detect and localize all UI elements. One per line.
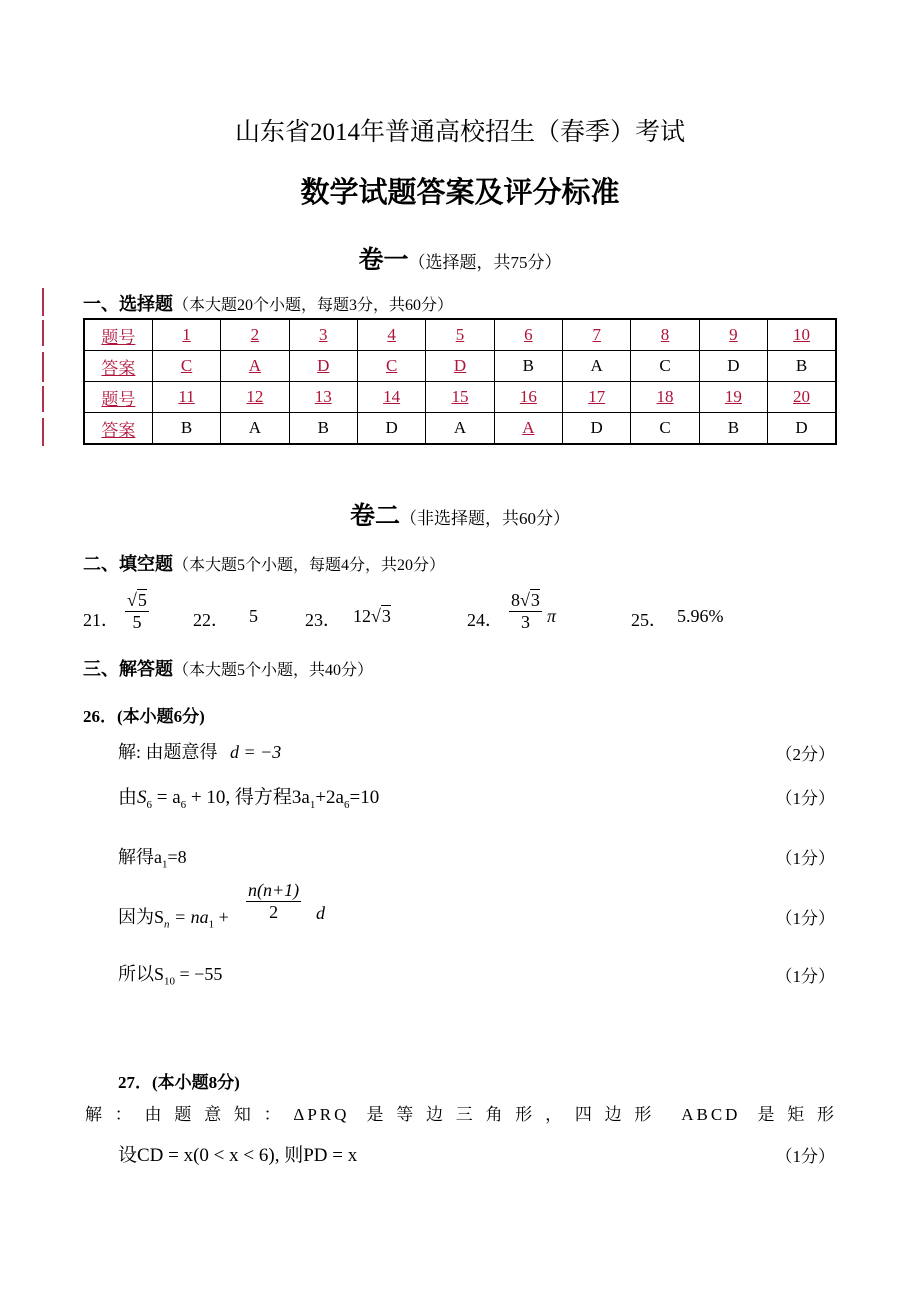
- section-three-name: 三、解答题: [83, 659, 173, 680]
- table-cell: D: [563, 413, 631, 445]
- revision-mark: [42, 386, 44, 412]
- table-cell: D: [357, 413, 425, 445]
- q26-heading: 26．(本小题6分): [83, 707, 205, 726]
- table-cell[interactable]: 9: [699, 319, 767, 351]
- table-cell[interactable]: 14: [357, 382, 425, 413]
- q26-l4-score: （1分）: [775, 909, 835, 928]
- q26-l2-mid: = a: [152, 787, 181, 808]
- q26-l3-tail: =8: [167, 847, 187, 867]
- row-head[interactable]: 题号: [84, 319, 152, 351]
- q26-l2-tail: + 10, 得方程3a: [186, 787, 310, 808]
- table-cell: B: [152, 413, 220, 445]
- table-cell: B: [289, 413, 357, 445]
- table-cell: A: [563, 351, 631, 382]
- q26-l4-den: 2: [269, 902, 279, 922]
- q26-l5-score: （1分）: [775, 967, 835, 986]
- q26-l2-tail3: =10: [349, 787, 380, 808]
- table-cell[interactable]: 4: [357, 319, 425, 351]
- q26-l2-score: （1分）: [775, 789, 835, 808]
- q26-l4-left: [118, 903, 229, 931]
- q26-l4-text: 因为S: [118, 907, 165, 927]
- table-cell[interactable]: 2: [221, 319, 289, 351]
- revision-mark: [42, 288, 44, 316]
- q25-answer: 5.96%: [677, 606, 724, 626]
- q22-label: 22．: [193, 610, 229, 630]
- q25-label: 25．: [631, 610, 667, 630]
- q26-l2-s: S: [137, 787, 147, 808]
- q26-l5-sub: 10: [164, 975, 176, 988]
- part-two-name: 卷二: [349, 501, 400, 530]
- revision-mark: [42, 418, 44, 446]
- table-cell: B: [699, 413, 767, 445]
- q27-l2-score: （1分）: [775, 1147, 835, 1166]
- table-cell: B: [494, 351, 562, 382]
- table-cell: D: [699, 351, 767, 382]
- q26-l2-sub3: 1: [309, 798, 316, 811]
- section-two-heading: [83, 550, 445, 576]
- table-cell[interactable]: 12: [221, 382, 289, 413]
- table-cell[interactable]: 18: [631, 382, 699, 413]
- table-cell: A: [221, 413, 289, 445]
- part-one-note: （选择题，共75分）: [408, 253, 562, 272]
- q24-num-rad: 3: [530, 590, 540, 610]
- q26-line-5: [118, 960, 222, 988]
- section-three-heading: [83, 655, 373, 681]
- q26-l1-score: （2分）: [775, 745, 835, 764]
- table-cell[interactable]: 13: [289, 382, 357, 413]
- table-cell[interactable]: A: [494, 413, 562, 445]
- table-cell[interactable]: A: [221, 351, 289, 382]
- section-one-heading: [83, 290, 453, 316]
- table-cell[interactable]: 5: [426, 319, 494, 351]
- section-one-note: （本大题20个小题，每题3分，共60分）: [173, 297, 454, 314]
- q23-label: 23．: [305, 610, 341, 630]
- q23-answer: 12√3: [353, 606, 391, 626]
- table-cell[interactable]: 8: [631, 319, 699, 351]
- q24-label: 24．: [467, 610, 503, 630]
- part-one-name: 卷一: [358, 245, 409, 274]
- section-two-note: （本大题5个小题，每题4分，共20分）: [173, 557, 446, 574]
- table-cell[interactable]: 3: [289, 319, 357, 351]
- table-row: [84, 382, 836, 413]
- table-row: [84, 319, 836, 351]
- table-cell[interactable]: 1: [152, 319, 220, 351]
- q26-l4-sub: n: [164, 918, 170, 931]
- row-head[interactable]: 题号: [84, 382, 152, 413]
- table-cell: B: [768, 351, 836, 382]
- q24-pi: π: [547, 606, 557, 626]
- row-head[interactable]: 答案: [84, 351, 152, 382]
- table-row: [84, 413, 836, 445]
- table-cell[interactable]: 6: [494, 319, 562, 351]
- q26-l2-sub1: 6: [146, 798, 153, 811]
- q26-l4-frac: [246, 880, 301, 923]
- q26-l4-d: d: [316, 903, 325, 923]
- part-one-heading: [0, 240, 920, 276]
- q26-l3-sub: 1: [162, 858, 168, 871]
- q26-l2-sub4: 6: [343, 798, 350, 811]
- q26-line-4: [118, 880, 518, 940]
- table-cell: D: [768, 413, 836, 445]
- q26-l1-text: 解: 由题意得: [118, 742, 218, 762]
- q27-line-2: 设CD = x(0 < x < 6), 则PD = x: [118, 1145, 358, 1166]
- table-cell[interactable]: D: [426, 351, 494, 382]
- table-cell: A: [426, 413, 494, 445]
- q23-rad: 3: [381, 606, 391, 626]
- q23-coef: 12: [353, 606, 371, 626]
- q21-answer: $\frac{√5}{5}$: [127, 590, 147, 632]
- table-cell[interactable]: C: [152, 351, 220, 382]
- revision-mark: [42, 352, 44, 382]
- q26-l5-tail: = −55: [175, 964, 223, 984]
- answer-table: [83, 318, 837, 445]
- q21-num: 5: [137, 590, 147, 610]
- part-two-heading: [0, 496, 920, 532]
- q27-heading: 27．(本小题8分): [118, 1073, 240, 1092]
- table-cell: C: [631, 413, 699, 445]
- row-head[interactable]: 答案: [84, 413, 152, 445]
- section-three-note: （本大题5个小题，共40分）: [173, 662, 374, 679]
- q21-den: 5: [132, 612, 142, 632]
- table-cell[interactable]: 7: [563, 319, 631, 351]
- q21-label: 21．: [83, 610, 119, 630]
- q26-l3-score: （1分）: [775, 849, 835, 868]
- q26-line-3: [118, 843, 187, 871]
- table-cell[interactable]: D: [289, 351, 357, 382]
- doc-subtitle: 数学试题答案及评分标准: [300, 175, 620, 209]
- q26-line-1: [118, 738, 281, 764]
- table-cell[interactable]: 16: [494, 382, 562, 413]
- fill-answers: [83, 590, 843, 646]
- q24-answer: $\frac{8√3}{3}$: [511, 590, 540, 632]
- part-two-note: （非选择题，共60分）: [400, 509, 570, 528]
- q26-l4-plus: +: [214, 907, 229, 927]
- q26-l3-text: 解得a: [118, 847, 162, 867]
- doc-title: 山东省2014年普通高校招生（春季）考试: [234, 119, 685, 146]
- revision-mark: [42, 320, 44, 346]
- q22-answer: 5: [249, 606, 258, 626]
- table-cell[interactable]: 19: [699, 382, 767, 413]
- table-cell[interactable]: 20: [768, 382, 836, 413]
- table-cell[interactable]: 15: [426, 382, 494, 413]
- table-row: [84, 351, 836, 382]
- table-cell[interactable]: 17: [563, 382, 631, 413]
- table-cell: C: [631, 351, 699, 382]
- q26-l4-mid: = na: [169, 907, 209, 927]
- q24-num-coef: 8: [511, 590, 520, 610]
- q26-l4-num: n(n+1): [248, 880, 300, 900]
- section-one-name: 一、选择题: [83, 294, 173, 315]
- q26-l2-tail2: +2a: [315, 787, 344, 808]
- q26-l1-math: d = −3: [230, 742, 282, 762]
- table-cell[interactable]: 11: [152, 382, 220, 413]
- q24-den: 3: [520, 612, 530, 632]
- q26-l2-a: 由: [118, 787, 138, 808]
- q26-l4-sub2: 1: [208, 918, 215, 931]
- section-two-name: 二、填空题: [83, 554, 173, 575]
- q26-line-2: [118, 782, 379, 811]
- q26-l2-sub2: 6: [180, 798, 187, 811]
- q26-l5-text: 所以S: [118, 964, 165, 984]
- q27-line-1: 解：由题意知：ΔPRQ 是等边三角形，四边形 ABCD 是矩形: [85, 1105, 837, 1124]
- table-cell[interactable]: 10: [768, 319, 836, 351]
- table-cell[interactable]: C: [357, 351, 425, 382]
